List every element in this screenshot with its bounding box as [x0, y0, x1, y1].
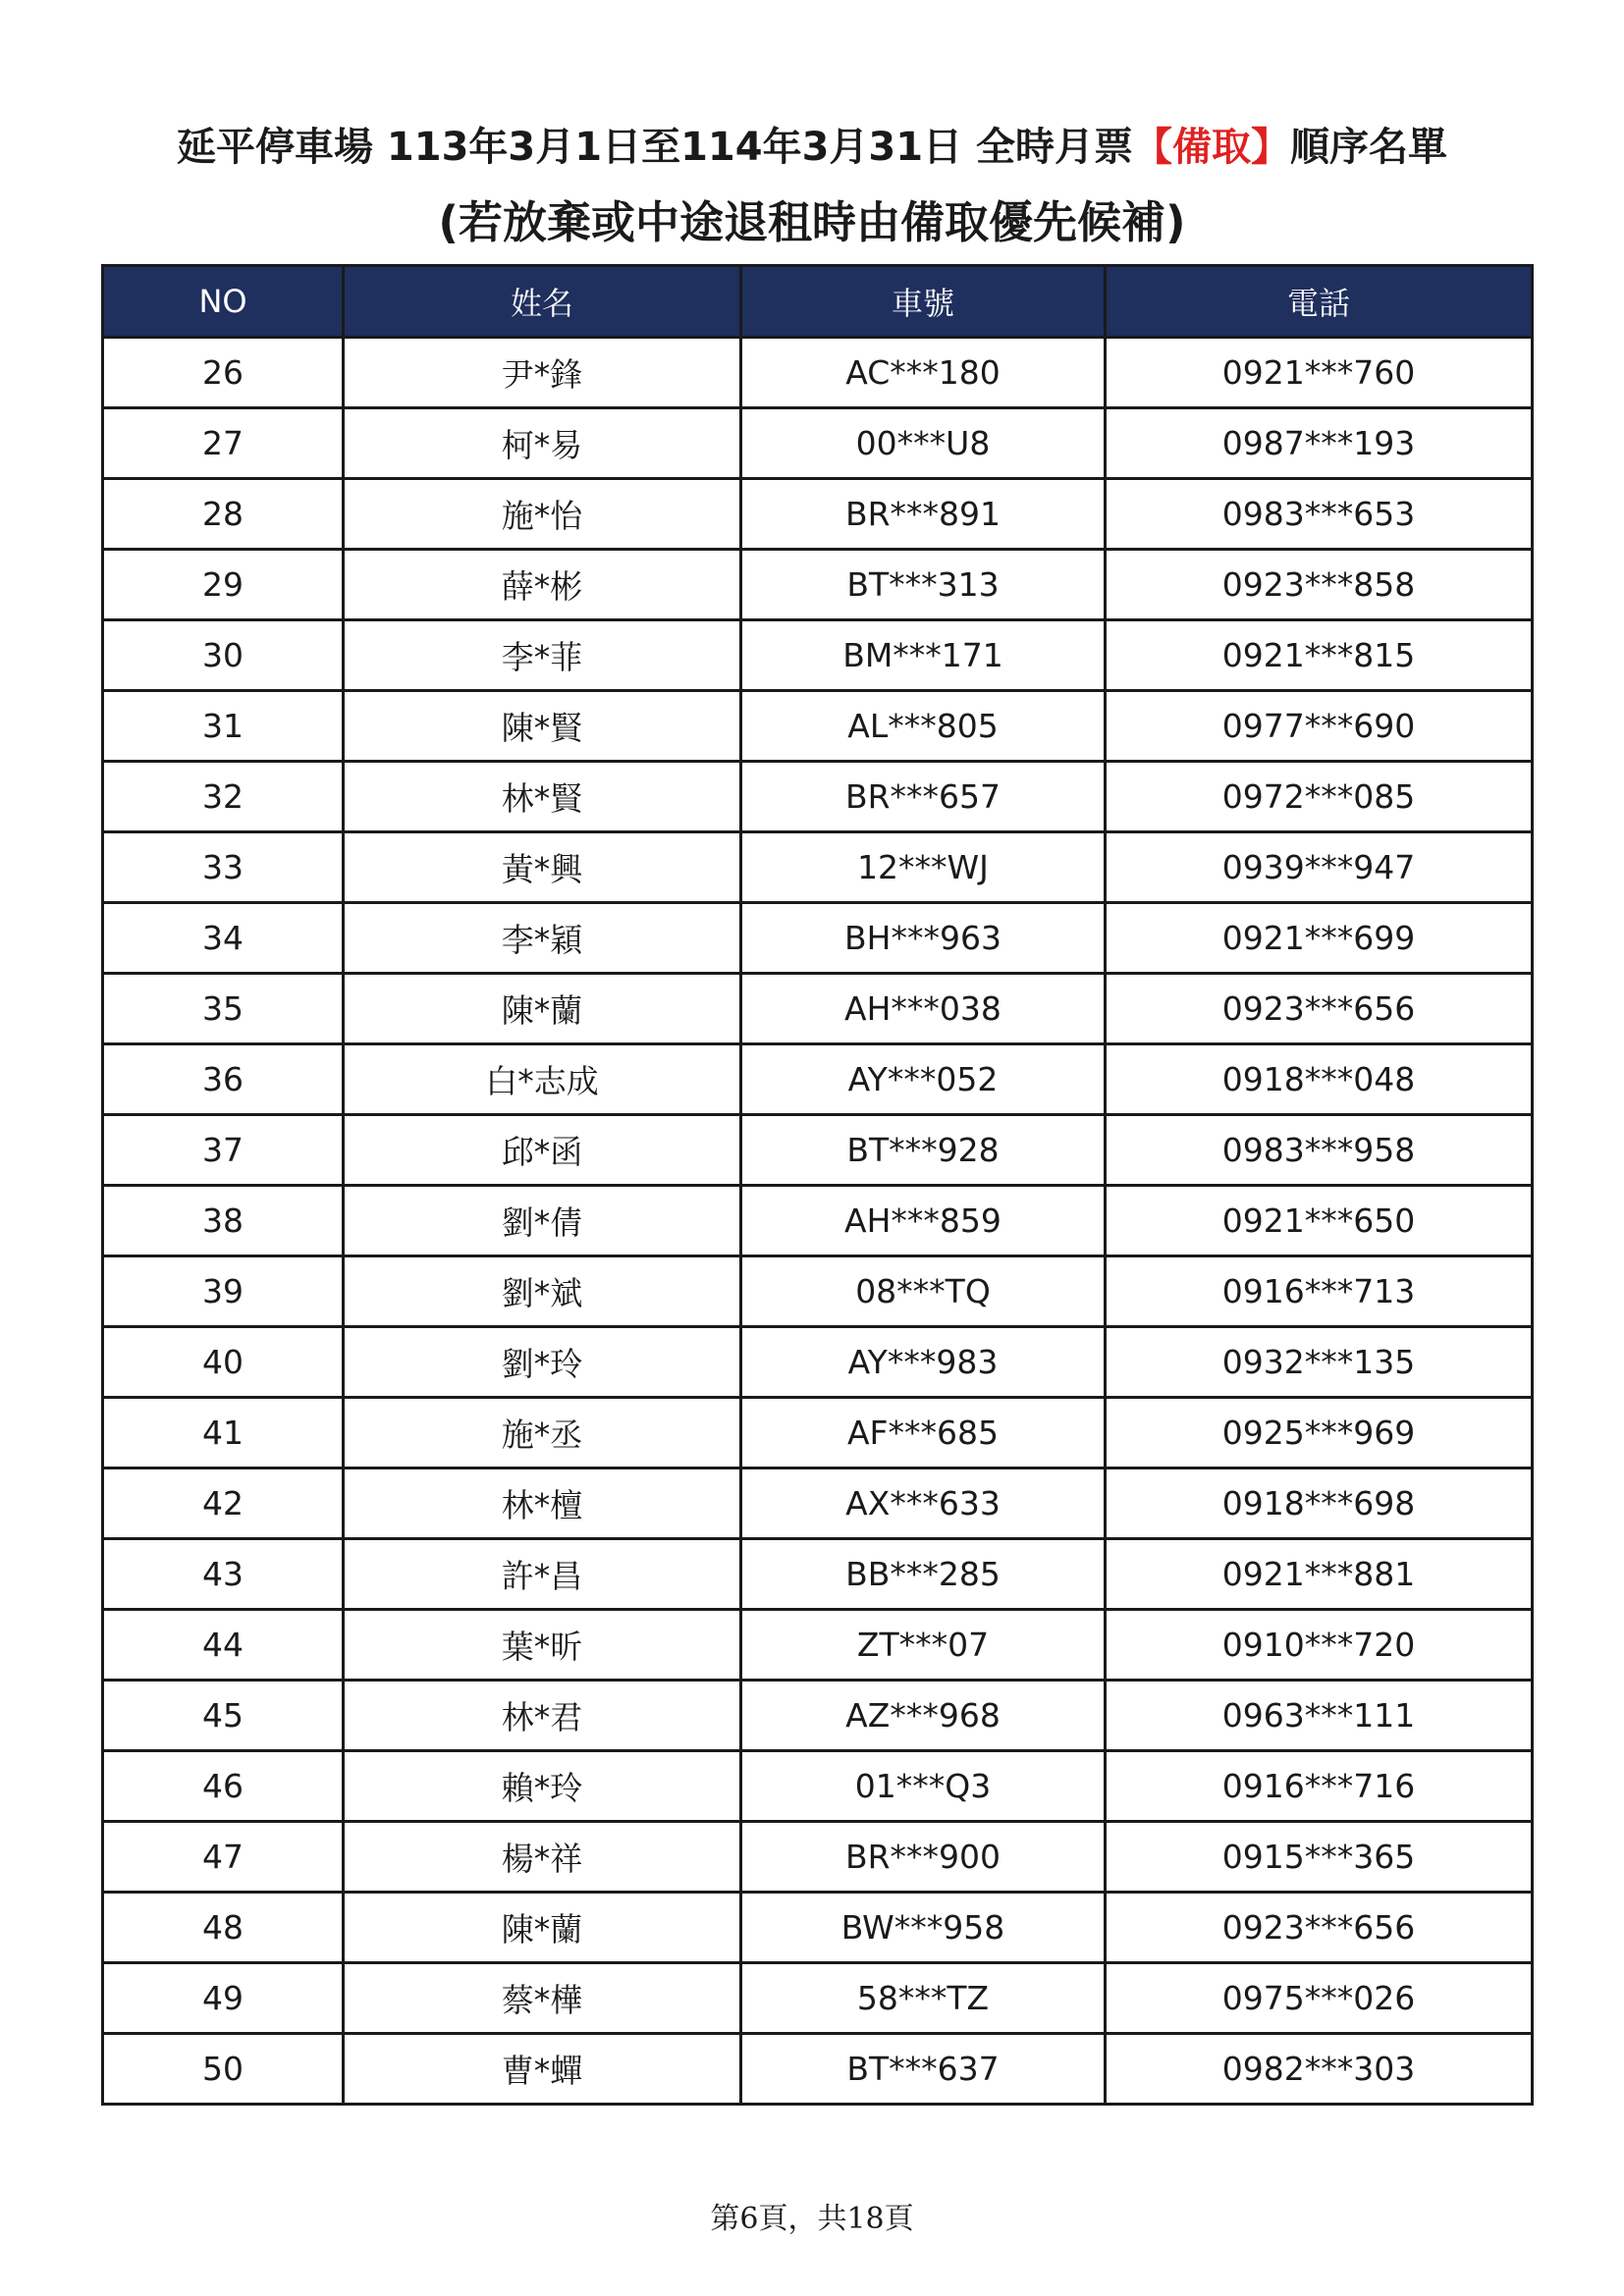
- cell-name: 白*志成: [344, 1044, 741, 1115]
- cell-name: 尹*鋒: [344, 338, 741, 408]
- cell-plate: AY***052: [741, 1044, 1106, 1115]
- cell-plate: BH***963: [741, 903, 1106, 974]
- standby-roster-table: [101, 264, 1534, 2106]
- cell-name: 劉*斌: [344, 1256, 741, 1327]
- table-row: [103, 1186, 1533, 1256]
- cell-no: 45: [103, 1681, 344, 1751]
- title-prefix: 延平停車場 113年3月1日至114年3月31日 全時月票: [176, 125, 1133, 170]
- cell-plate: BT***928: [741, 1115, 1106, 1186]
- cell-phone: 0923***858: [1106, 550, 1533, 620]
- table-row: [103, 1610, 1533, 1681]
- column-header-phone: 電話: [1106, 266, 1533, 338]
- table-row: [103, 338, 1533, 408]
- cell-name: 施*怡: [344, 479, 741, 550]
- cell-no: 42: [103, 1468, 344, 1539]
- cell-no: 48: [103, 1893, 344, 1963]
- table-body: [103, 338, 1533, 2105]
- table-row: [103, 691, 1533, 762]
- cell-name: 蔡*樺: [344, 1963, 741, 2034]
- table-row: [103, 620, 1533, 691]
- table-row: [103, 1681, 1533, 1751]
- cell-name: 楊*祥: [344, 1822, 741, 1893]
- cell-plate: 58***TZ: [741, 1963, 1106, 2034]
- cell-phone: 0975***026: [1106, 1963, 1533, 2034]
- cell-name: 陳*賢: [344, 691, 741, 762]
- cell-no: 44: [103, 1610, 344, 1681]
- cell-no: 40: [103, 1327, 344, 1398]
- cell-plate: BM***171: [741, 620, 1106, 691]
- cell-phone: 0923***656: [1106, 974, 1533, 1044]
- cell-name: 李*菲: [344, 620, 741, 691]
- cell-phone: 0921***699: [1106, 903, 1533, 974]
- table-row: [103, 1751, 1533, 1822]
- cell-no: 27: [103, 408, 344, 479]
- cell-plate: 12***WJ: [741, 832, 1106, 903]
- page-subtitle: (若放棄或中途退租時由備取優先候補): [438, 196, 1186, 248]
- cell-no: 34: [103, 903, 344, 974]
- cell-no: 36: [103, 1044, 344, 1115]
- cell-no: 37: [103, 1115, 344, 1186]
- table-row: [103, 1256, 1533, 1327]
- cell-phone: 0982***303: [1106, 2034, 1533, 2105]
- cell-name: 薛*彬: [344, 550, 741, 620]
- cell-plate: BR***891: [741, 479, 1106, 550]
- cell-name: 許*昌: [344, 1539, 741, 1610]
- cell-phone: 0972***085: [1106, 762, 1533, 832]
- table-row: [103, 2034, 1533, 2105]
- cell-no: 41: [103, 1398, 344, 1468]
- cell-phone: 0923***656: [1106, 1893, 1533, 1963]
- cell-plate: 00***U8: [741, 408, 1106, 479]
- column-header-no: NO: [103, 266, 344, 338]
- cell-no: 38: [103, 1186, 344, 1256]
- table-header-row: [103, 266, 1533, 338]
- table-row: [103, 1044, 1533, 1115]
- table-row: [103, 1893, 1533, 1963]
- table-row: [103, 1963, 1533, 2034]
- cell-plate: AL***805: [741, 691, 1106, 762]
- cell-phone: 0921***650: [1106, 1186, 1533, 1256]
- table-row: [103, 479, 1533, 550]
- cell-no: 49: [103, 1963, 344, 2034]
- title-suffix: 順序名單: [1290, 125, 1447, 170]
- table-row: [103, 1822, 1533, 1893]
- cell-plate: BW***958: [741, 1893, 1106, 1963]
- cell-plate: AY***983: [741, 1327, 1106, 1398]
- cell-no: 33: [103, 832, 344, 903]
- table-row: [103, 832, 1533, 903]
- cell-plate: 01***Q3: [741, 1751, 1106, 1822]
- table-row: [103, 903, 1533, 974]
- cell-phone: 0977***690: [1106, 691, 1533, 762]
- cell-plate: AH***859: [741, 1186, 1106, 1256]
- cell-plate: BR***657: [741, 762, 1106, 832]
- cell-name: 陳*蘭: [344, 974, 741, 1044]
- title-standby-label: 【備取】: [1133, 125, 1290, 170]
- table-row: [103, 550, 1533, 620]
- cell-no: 26: [103, 338, 344, 408]
- cell-name: 葉*昕: [344, 1610, 741, 1681]
- cell-name: 陳*蘭: [344, 1893, 741, 1963]
- cell-no: 28: [103, 479, 344, 550]
- cell-no: 47: [103, 1822, 344, 1893]
- cell-name: 柯*易: [344, 408, 741, 479]
- cell-plate: AZ***968: [741, 1681, 1106, 1751]
- cell-plate: ZT***07: [741, 1610, 1106, 1681]
- cell-phone: 0983***653: [1106, 479, 1533, 550]
- cell-phone: 0925***969: [1106, 1398, 1533, 1468]
- cell-no: 39: [103, 1256, 344, 1327]
- cell-plate: 08***TQ: [741, 1256, 1106, 1327]
- cell-name: 林*君: [344, 1681, 741, 1751]
- table-row: [103, 408, 1533, 479]
- cell-name: 劉*玲: [344, 1327, 741, 1398]
- table-row: [103, 762, 1533, 832]
- cell-name: 李*穎: [344, 903, 741, 974]
- page-footer: 第6頁，共18頁: [710, 2202, 914, 2236]
- cell-no: 32: [103, 762, 344, 832]
- cell-phone: 0983***958: [1106, 1115, 1533, 1186]
- cell-phone: 0987***193: [1106, 408, 1533, 479]
- cell-no: 35: [103, 974, 344, 1044]
- cell-name: 劉*倩: [344, 1186, 741, 1256]
- cell-phone: 0916***716: [1106, 1751, 1533, 1822]
- cell-phone: 0918***048: [1106, 1044, 1533, 1115]
- cell-name: 賴*玲: [344, 1751, 741, 1822]
- cell-name: 林*賢: [344, 762, 741, 832]
- table-row: [103, 1115, 1533, 1186]
- table-row: [103, 974, 1533, 1044]
- cell-plate: AX***633: [741, 1468, 1106, 1539]
- cell-plate: BT***637: [741, 2034, 1106, 2105]
- table-row: [103, 1398, 1533, 1468]
- cell-name: 曹*蟬: [344, 2034, 741, 2105]
- cell-phone: 0918***698: [1106, 1468, 1533, 1539]
- cell-phone: 0921***815: [1106, 620, 1533, 691]
- cell-name: 施*丞: [344, 1398, 741, 1468]
- cell-name: 林*檀: [344, 1468, 741, 1539]
- cell-no: 31: [103, 691, 344, 762]
- cell-plate: BB***285: [741, 1539, 1106, 1610]
- cell-no: 43: [103, 1539, 344, 1610]
- page-title: [0, 120, 1624, 175]
- cell-phone: 0963***111: [1106, 1681, 1533, 1751]
- cell-phone: 0921***881: [1106, 1539, 1533, 1610]
- table-row: [103, 1539, 1533, 1610]
- cell-plate: AF***685: [741, 1398, 1106, 1468]
- cell-no: 46: [103, 1751, 344, 1822]
- cell-name: 邱*函: [344, 1115, 741, 1186]
- cell-phone: 0916***713: [1106, 1256, 1533, 1327]
- cell-name: 黃*興: [344, 832, 741, 903]
- cell-no: 50: [103, 2034, 344, 2105]
- cell-phone: 0910***720: [1106, 1610, 1533, 1681]
- column-header-plate: 車號: [741, 266, 1106, 338]
- cell-no: 29: [103, 550, 344, 620]
- cell-plate: BT***313: [741, 550, 1106, 620]
- cell-plate: AC***180: [741, 338, 1106, 408]
- column-header-name: 姓名: [344, 266, 741, 338]
- cell-phone: 0921***760: [1106, 338, 1533, 408]
- cell-phone: 0939***947: [1106, 832, 1533, 903]
- cell-phone: 0932***135: [1106, 1327, 1533, 1398]
- table-row: [103, 1327, 1533, 1398]
- cell-plate: BR***900: [741, 1822, 1106, 1893]
- table-row: [103, 1468, 1533, 1539]
- cell-phone: 0915***365: [1106, 1822, 1533, 1893]
- cell-no: 30: [103, 620, 344, 691]
- cell-plate: AH***038: [741, 974, 1106, 1044]
